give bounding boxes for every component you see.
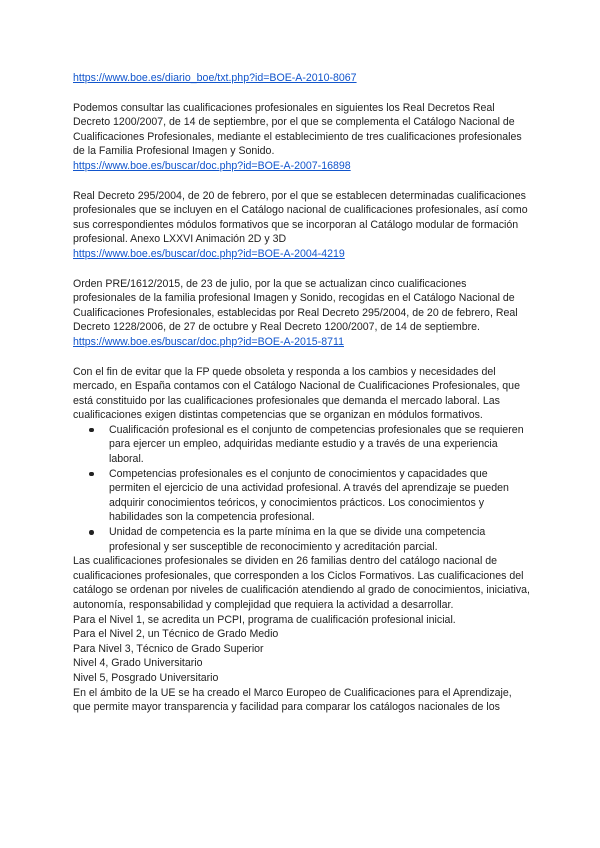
- list-item: Unidad de competencia es la parte mínima en la que se divide una competencia profesional y ser susceptible de reconocimiento y acreditación parcial.: [109, 525, 531, 554]
- paragraph-real-decreto-1200-2007: Podemos consultar las cualificaciones profesionales en siguientes los Real Decretos Real Decreto 1200/2007, de 14 de septiembre, por el que se complementa el Catálogo Nacional de Cualificaciones Profesionales, mediante el establecimiento de tres cualificaciones profesionales de la Familia Profesional Imagen y Sonido.: [73, 101, 522, 158]
- paragraph-marco-europeo: En el ámbito de la UE se ha creado el Marco Europeo de Cualificaciones para el Aprendizaje, que permite mayor transparencia y facilidad para comparar los catálogos nacionales de los: [73, 686, 512, 714]
- boe-link-2015-8711[interactable]: https://www.boe.es/buscar/doc.php?id=BOE-A-2015-8711: [73, 335, 344, 348]
- level-line: Para el Nivel 2, un Técnico de Grado Medio: [73, 628, 279, 641]
- paragraph-familias: Las cualificaciones profesionales se dividen en 26 familias dentro del catálogo nacional de cualificaciones profesionales, que corresponden a los Ciclos Formativos. Las cualificaciones del catálogo se ordenan por niveles de cualificación atendiendo al grado de conocimientos, iniciativa, autonomía, responsabilidad y complejidad que requiera la actividad a desarrollar.: [73, 555, 531, 611]
- paragraph-real-decreto-295-2004: Real Decreto 295/2004, de 20 de febrero, por el que se establecen determinadas cualificaciones profesionales que se incluyen en el Catálogo nacional de cualificaciones profesionales, así como sus correspondientes módulos formativos que se incorporan al Catálogo modular de formación profesional. Anexo LXXVI Animación 2D y 3D: [73, 189, 528, 246]
- level-line: Para Nivel 3, Técnico de Grado Superior: [73, 642, 264, 655]
- paragraph-catalogo-nacional: Con el fin de evitar que la FP quede obsoleta y responda a los cambios y necesidades del mercado, en España contamos con el Catálogo Nacional de Cualificaciones Profesionales, que está constituido por las cualificaciones profesionales que demanda el mercado laboral. Las cualificaciones exigen distintas competencias que se organizan en módulos formativos.: [73, 365, 520, 422]
- document-body: [73, 71, 531, 715]
- level-line: Para el Nivel 1, se acredita un PCPI, programa de cualificación profesional inicial.: [73, 613, 456, 626]
- definitions-list: [73, 423, 531, 554]
- list-item: Competencias profesionales es el conjunto de conocimientos y capacidades que permiten el ejercicio de una actividad profesional. A través del aprendizaje se pueden adquirir conocimientos teóricos, y conocimientos prácticos. Los conocimientos y habilidades son la competencia profesional.: [109, 467, 531, 525]
- boe-link-2007-16898[interactable]: https://www.boe.es/buscar/doc.php?id=BOE-A-2007-16898: [73, 159, 351, 172]
- level-line: Nivel 4, Grado Universitario: [73, 657, 203, 670]
- boe-link-2004-4219[interactable]: https://www.boe.es/buscar/doc.php?id=BOE-A-2004-4219: [73, 247, 345, 260]
- boe-link-2010-8067[interactable]: https://www.boe.es/diario_boe/txt.php?id=BOE-A-2010-8067: [73, 72, 357, 84]
- level-line: Nivel 5, Posgrado Universitario: [73, 671, 219, 684]
- paragraph-orden-pre-1612-2015: Orden PRE/1612/2015, de 23 de julio, por la que se actualizan cinco cualificaciones profesionales de la familia profesional Imagen y Sonido, recogidas en el Catálogo Nacional de Cualificaciones Profesionales, establecidas por Real Decreto 295/2004, de 20 de febrero, Real Decreto 1228/2006, de 27 de octubre y Real Decreto 1200/2007, de 14 de septiembre.: [73, 277, 518, 334]
- list-item: Cualificación profesional es el conjunto de competencias profesionales que se requieren para ejercer un empleo, adquiridas mediante estudio y a través de una experiencia laboral.: [109, 423, 531, 467]
